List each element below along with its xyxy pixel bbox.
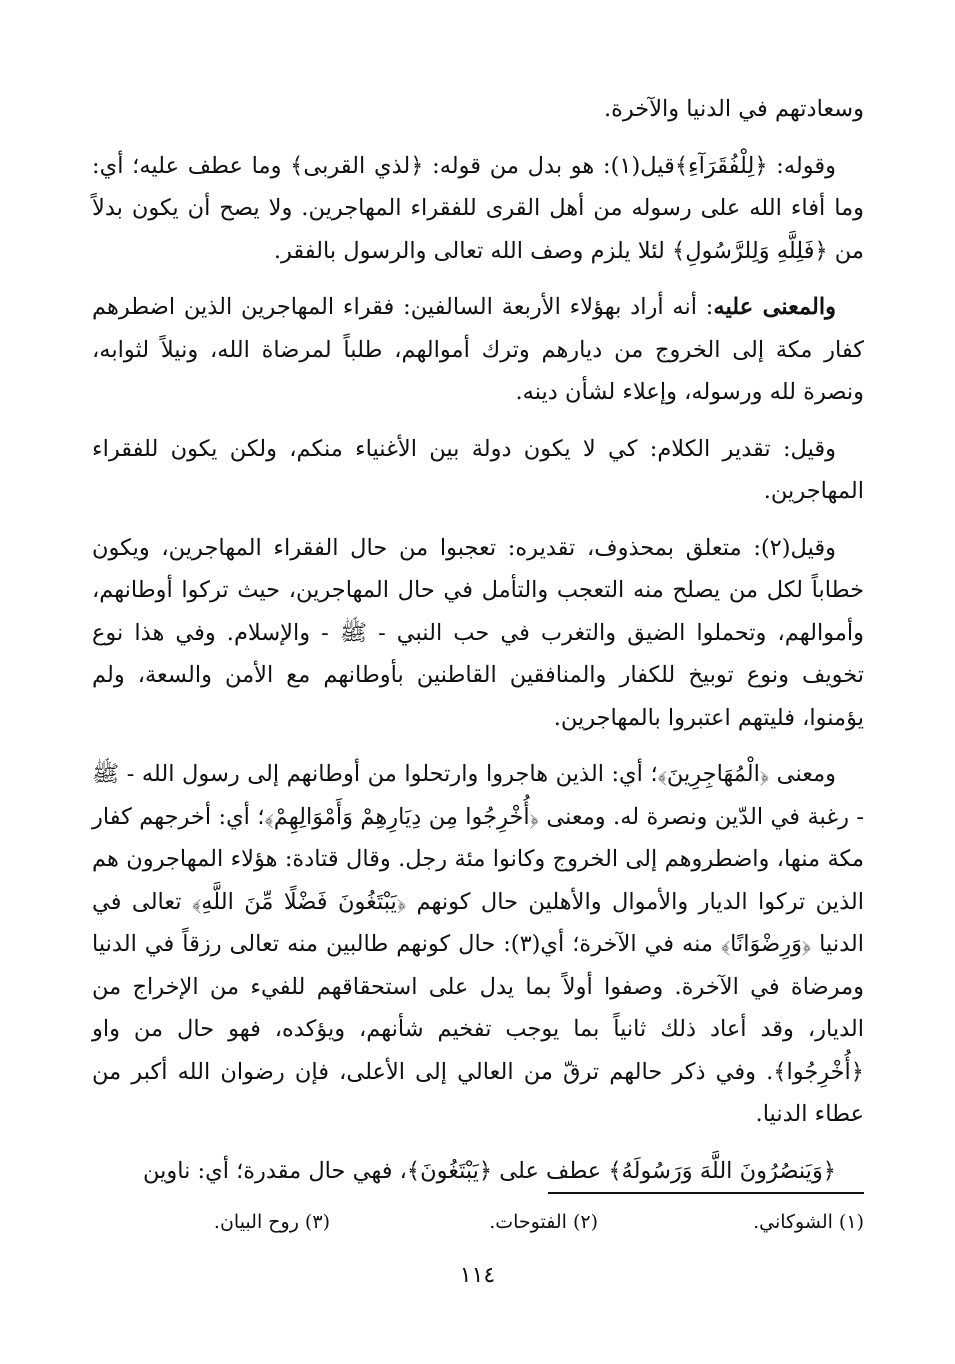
paragraph-3 bbox=[92, 286, 864, 414]
footnote-2: (٢) الفتوحات. bbox=[489, 1211, 598, 1233]
paragraph-5 bbox=[92, 527, 864, 740]
paragraph-5-text: وقيل(٢): متعلق بمحذوف، تقديره: تعجبوا من حال الفقراء المهاجرين، ويكون خطاباً لكل من يصلح منه التعجب والتأمل في حال المهاجرين، حيث تركوا أوطانهم، وأموالهم، وتحملوا الضيق والتغرب في حب النبي - ﷺ - والإسلام. وفي هذا نوع تخويف ونوع توبيخ للكفار والمنافقين القاطنين بأوطانهم مع الأمن والسعة، ولم يؤمنوا، فليتهم اعتبروا بالمهاجرين. bbox=[92, 534, 864, 731]
paragraph-2 bbox=[92, 145, 864, 273]
paragraph-1-text: وسعادتهم في الدنيا والآخرة. bbox=[603, 96, 864, 122]
paragraph-1 bbox=[92, 88, 864, 131]
footnote-divider bbox=[548, 1192, 864, 1194]
page-body bbox=[92, 88, 864, 1206]
paragraph-3-lead: والمعنى عليه bbox=[713, 294, 837, 320]
paragraph-6-text: ومعنى ﴿الْمُهَاجِرِينَ﴾؛ أي: الذين هاجروا وارتحلوا من أوطانهم إلى رسول الله - ﷺ - رغبة في الدّين ونصرة له. ومعنى ﴿أُخْرِجُوا مِن دِيَارِهِمْ وَأَمْوَالِهِمْ﴾؛ أي: أخرجهم كفار مكة منها، واضطروهم إلى الخروج وكانوا مئة رجل. وقال قتادة: هؤلاء المهاجرون هم الذين تركوا الديار والأموال والأهلين حال كونهم ﴿يَبْتَغُونَ فَضْلًا مِّنَ اللَّهِ﴾ تعالى في الدنيا ﴿وَرِضْوَانًا﴾ منه في الآخرة؛ أي(٣): حال كونهم طالبين منه تعالى رزقاً في الدنيا ومرضاة في الآخرة. وصفوا أولاً بما يدل على استحقاقهم للفيء من الإخراج من الديار، وقد أعاد ذلك ثانياً بما يوجب تفخيم شأنهم، ويؤكده، فهو حال من واو ﴿أُخْرِجُوا﴾. وفي ذكر حالهم ترقّ من العالي إلى الأعلى، فإن رضوان الله أكبر من عطاء الدنيا. bbox=[92, 761, 864, 1127]
page-number: ١١٤ bbox=[459, 1263, 496, 1288]
footnote-1: (١) الشوكاني. bbox=[753, 1211, 864, 1233]
paragraph-6 bbox=[92, 753, 864, 1136]
footnotes bbox=[92, 1206, 864, 1238]
paragraph-4-text: وقيل: تقدير الكلام: كي لا يكون دولة بين الأغنياء منكم، ولكن يكون للفقراء المهاجرين. bbox=[92, 435, 864, 504]
paragraph-3-text: : أنه أراد بهؤلاء الأربعة السالفين: فقراء المهاجرين الذين اضطرهم كفار مكة إلى الخروج من ديارهم وترك أموالهم، طلباً لمرضاة الله، ونيلاً لثوابه، ونصرة لله ورسوله، وإعلاء لشأن دينه. bbox=[92, 294, 864, 405]
footnote-3: (٣) روح البيان. bbox=[213, 1211, 330, 1233]
paragraph-2-text: وقوله: ﴿لِلْفُقَرَآءِ﴾قيل(١): هو بدل من قوله: ﴿لذي القربى﴾ وما عطف عليه؛ أي: وما أفاء الله على رسوله من أهل القرى للفقراء المهاجرين. ولا يصح أن يكون بدلاً من ﴿فَلِلَّهِ وَلِلرَّسُولِ﴾ لئلا يلزم وصف الله تعالى والرسول بالفقر. bbox=[92, 152, 864, 264]
paragraph-7 bbox=[92, 1150, 864, 1193]
paragraph-4 bbox=[92, 428, 864, 513]
paragraph-7-text: ﴿وَيَنصُرُونَ اللَّهَ وَرَسُولَهُ﴾ عطف على ﴿يَبْتَغُونَ﴾، فهي حال مقدرة؛ أي: ناوين bbox=[143, 1157, 836, 1184]
